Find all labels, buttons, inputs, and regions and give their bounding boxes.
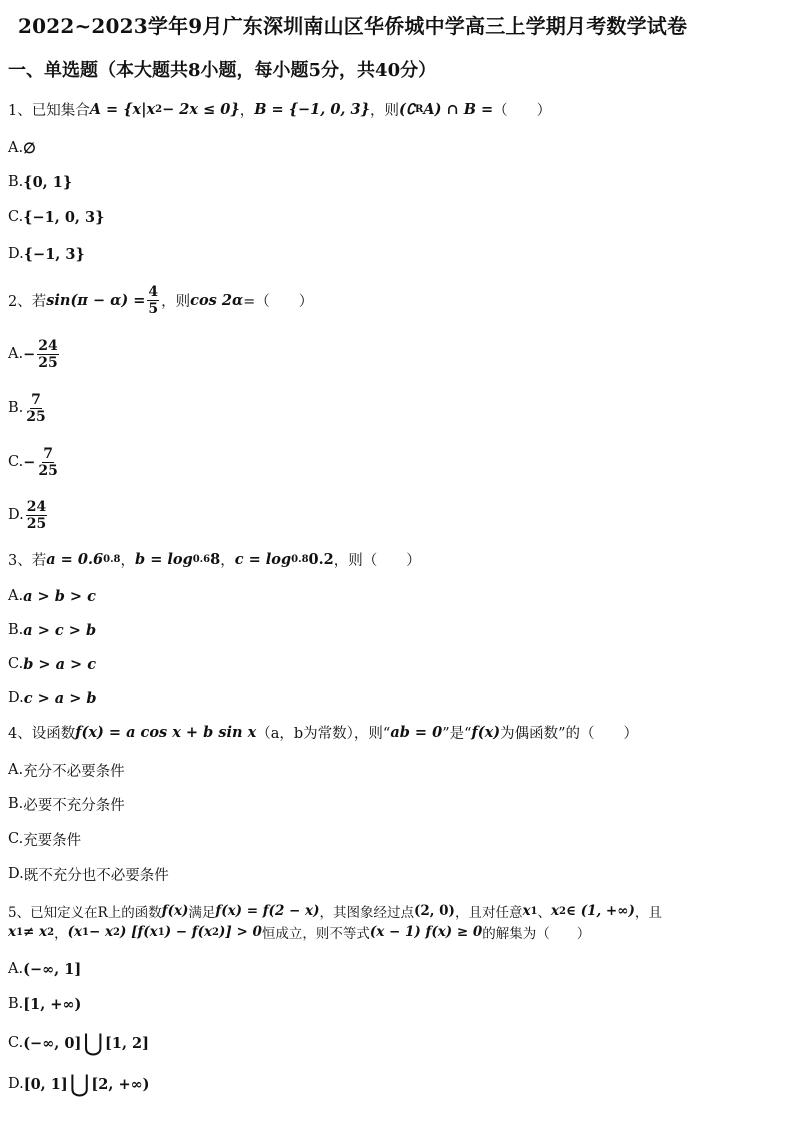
- exam-title: 2022~2023学年9月广东深圳南山区华侨城中学高三上学期月考数学试卷: [18, 14, 688, 38]
- question-5-stem-line-2: x 1 ≠ x 2 ， (x 1 − x 2 ) [f(x 1 ) − f(x 2 )] > 0 恒成立，则不等式 (x − 1) f(x) ≥ 0 的解集为（ ）: [8, 924, 591, 942]
- question-3-option-b[interactable]: B. a > c > b: [8, 621, 97, 639]
- question-2-option-a[interactable]: A. − $\frac{24}{25}$: [8, 337, 58, 371]
- question-1-option-a[interactable]: A. ∅: [8, 139, 36, 157]
- question-2-option-c[interactable]: C. − $\frac{7}{25}$: [8, 445, 58, 479]
- question-1-option-c[interactable]: C. {−1, 0, 3}: [8, 208, 105, 226]
- question-5-option-d[interactable]: D. [0, 1] ⋃ [2, +∞): [8, 1070, 150, 1098]
- question-3-option-d[interactable]: D. c > a > b: [8, 689, 97, 707]
- question-3-option-a[interactable]: A. a > b > c: [8, 587, 96, 605]
- question-2-option-d[interactable]: D. $\frac{24}{25}$: [8, 498, 47, 532]
- union-symbol: ⋃: [83, 1029, 104, 1057]
- question-1-option-b[interactable]: B. {0, 1}: [8, 173, 73, 191]
- question-5-stem-line-1: 5、已知定义在R上的函数 f(x) 满足 f(x) = f(2 − x) ，其图象经过点 (2, 0) ，且对任意 x 1 、 x 2 ∈ (1, +∞) ，且: [8, 903, 662, 921]
- question-3-option-c[interactable]: C. b > a > c: [8, 655, 97, 673]
- question-2-stem: 2、若 sin(π − α) = $\frac{4}{5}$ ，则 cos 2α =（ ）: [8, 283, 314, 317]
- question-3-stem: 3、若 a = 0.6 0.8 ， b = log 0.6 8 ， c = log 0.8 0.2 ，则（ ）: [8, 550, 421, 569]
- question-5-option-a[interactable]: A. (−∞, 1]: [8, 960, 82, 978]
- question-4-stem: 4、设函数 f(x) = a cos x + b sin x （a，b为常数），则“ ab = 0 ”是“ f(x) 为偶函数”的（ ）: [8, 723, 639, 742]
- question-1-option-d[interactable]: D. {−1, 3}: [8, 245, 85, 263]
- question-4-option-a[interactable]: A. 充分不必要条件: [8, 762, 125, 780]
- question-1-stem: 1、已知集合 A = {x|x 2 − 2x ≤ 0} ， B = {−1, 0, 3} ，则 (∁ R A) ∩ B = （ ）: [8, 100, 552, 119]
- union-symbol: ⋃: [69, 1070, 90, 1098]
- question-2-option-b[interactable]: B. $\frac{7}{25}$: [8, 391, 46, 425]
- section-heading: 一、单选题（本大题共8小题，每小题5分，共40分）: [8, 60, 437, 81]
- question-5-option-c[interactable]: C. (−∞, 0] ⋃ [1, 2]: [8, 1029, 150, 1057]
- question-4-option-c[interactable]: C. 充要条件: [8, 831, 82, 849]
- fraction: $\frac{4}{5}$: [148, 283, 159, 317]
- question-4-option-d[interactable]: D. 既不充分也不必要条件: [8, 866, 169, 884]
- question-4-option-b[interactable]: B. 必要不充分条件: [8, 796, 125, 814]
- question-5-option-b[interactable]: B. [1, +∞): [8, 995, 82, 1013]
